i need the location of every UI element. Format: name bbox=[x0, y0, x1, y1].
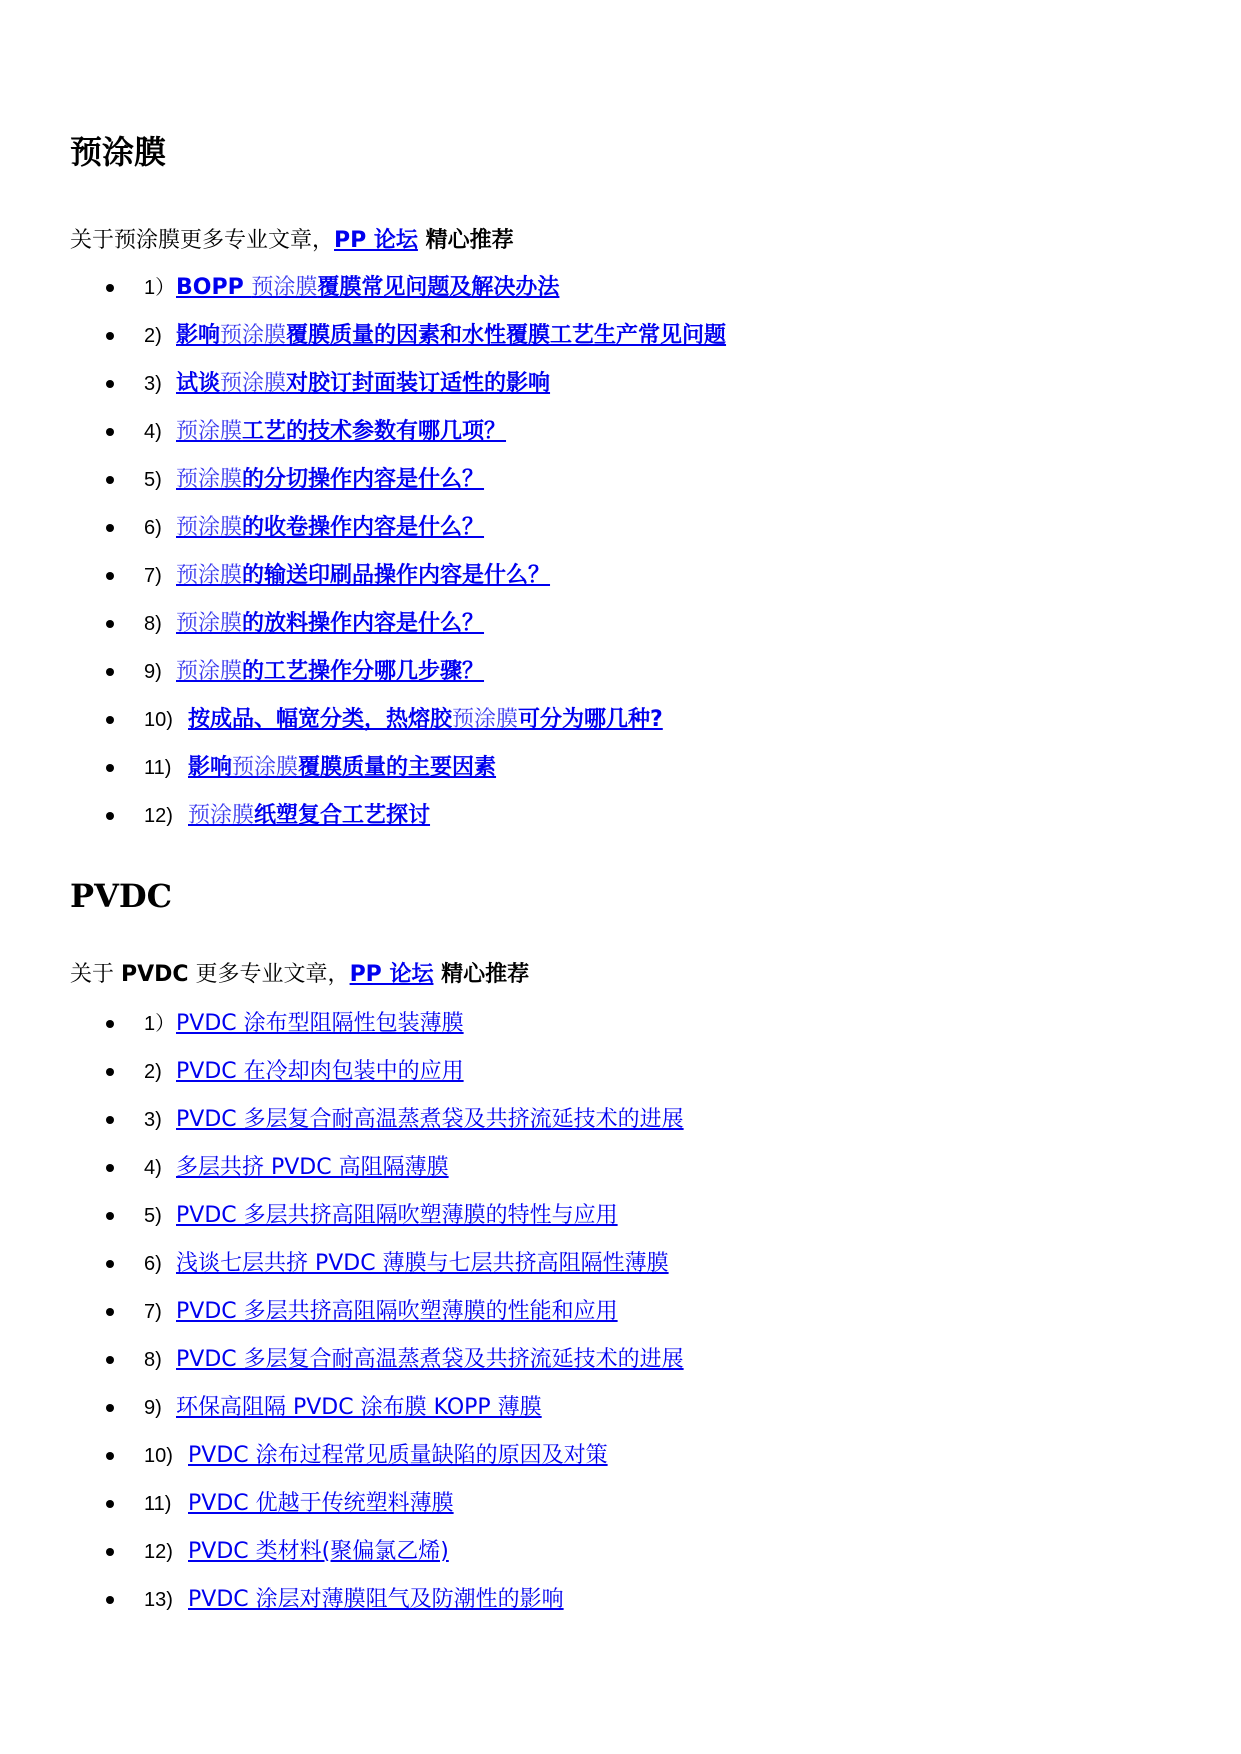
bullet-icon bbox=[106, 1164, 114, 1172]
list-item bbox=[70, 264, 1170, 312]
list-item bbox=[70, 744, 1170, 792]
article-link[interactable] bbox=[188, 753, 496, 783]
list-item bbox=[70, 600, 1170, 648]
list-item bbox=[70, 504, 1170, 552]
link-text-part: 试谈 bbox=[176, 371, 221, 396]
link-text-part: 的分切操作内容是什么？ bbox=[242, 467, 485, 492]
bullet-icon bbox=[106, 1212, 114, 1220]
bullet-icon bbox=[106, 380, 114, 388]
intro-prefix: 关于 bbox=[70, 962, 121, 987]
section-intro bbox=[70, 960, 1170, 990]
list-item bbox=[70, 1096, 1170, 1144]
article-link[interactable] bbox=[176, 369, 550, 399]
link-text-part: 的放料操作内容是什么？ bbox=[242, 611, 485, 636]
article-link[interactable]: PVDC 涂布过程常见质量缺陷的原因及对策 bbox=[188, 1443, 608, 1468]
list-item bbox=[70, 792, 1170, 840]
article-link[interactable]: PVDC 多层共挤高阻隔吹塑薄膜的特性与应用 bbox=[176, 1203, 618, 1228]
bullet-icon bbox=[106, 764, 114, 772]
article-link[interactable] bbox=[188, 801, 430, 831]
bullet-icon bbox=[106, 812, 114, 820]
item-number: 7) bbox=[144, 1301, 162, 1323]
list-item bbox=[70, 648, 1170, 696]
bullet-icon bbox=[106, 716, 114, 724]
section-title: PVDC bbox=[70, 877, 173, 915]
article-link[interactable] bbox=[176, 561, 550, 591]
bullet-icon bbox=[106, 668, 114, 676]
article-link[interactable] bbox=[176, 657, 484, 687]
list-item bbox=[70, 1192, 1170, 1240]
item-number: 1） bbox=[144, 277, 176, 299]
bullet-icon bbox=[106, 1260, 114, 1268]
list-item bbox=[70, 1480, 1170, 1528]
article-link[interactable]: 浅谈七层共挤 PVDC 薄膜与七层共挤高阻隔性薄膜 bbox=[176, 1251, 669, 1276]
link-keyword: 预涂膜 bbox=[452, 707, 519, 732]
list-item bbox=[70, 696, 1170, 744]
article-link[interactable] bbox=[176, 513, 484, 543]
link-text-part: 纸塑复合工艺探讨 bbox=[254, 803, 431, 828]
link-text-part: 按成品、幅宽分类，热熔胶 bbox=[188, 707, 453, 732]
link-text-part: 可分为哪几种? bbox=[518, 707, 663, 732]
item-number: 13) bbox=[144, 1589, 173, 1611]
article-link[interactable]: PVDC 多层复合耐高温蒸煮袋及共挤流延技术的进展 bbox=[176, 1347, 684, 1372]
article-link[interactable] bbox=[176, 273, 559, 303]
link-text-part: 覆膜质量的主要因素 bbox=[298, 755, 497, 780]
list-item bbox=[70, 1336, 1170, 1384]
article-link[interactable] bbox=[176, 417, 506, 447]
link-keyword: 预涂膜 bbox=[176, 515, 243, 540]
link-text-part: 覆膜质量的因素和水性覆膜工艺生产常见问题 bbox=[286, 323, 727, 348]
article-list bbox=[70, 264, 1170, 840]
bullet-icon bbox=[106, 1116, 114, 1124]
article-list bbox=[70, 1000, 1170, 1624]
item-number: 2) bbox=[144, 1061, 162, 1083]
item-number: 5) bbox=[144, 1205, 162, 1227]
bullet-icon bbox=[106, 476, 114, 484]
article-link[interactable]: PVDC 涂布型阻隔性包装薄膜 bbox=[176, 1011, 464, 1036]
list-item bbox=[70, 1144, 1170, 1192]
bullet-icon bbox=[106, 332, 114, 340]
item-number: 3) bbox=[144, 1109, 162, 1131]
article-link[interactable]: PVDC 涂层对薄膜阻气及防潮性的影响 bbox=[188, 1587, 564, 1612]
bullet-icon bbox=[106, 1500, 114, 1508]
item-number: 12) bbox=[144, 1541, 173, 1563]
link-text-part: 对胶订封面装订适性的影响 bbox=[286, 371, 551, 396]
list-item bbox=[70, 1432, 1170, 1480]
link-text-part: 的收卷操作内容是什么？ bbox=[242, 515, 485, 540]
article-link[interactable]: PVDC 在冷却肉包装中的应用 bbox=[176, 1059, 464, 1084]
bullet-icon bbox=[106, 1548, 114, 1556]
bullet-icon bbox=[106, 1452, 114, 1460]
item-number: 12) bbox=[144, 805, 173, 827]
article-link[interactable]: PVDC 优越于传统塑料薄膜 bbox=[188, 1491, 454, 1516]
list-item bbox=[70, 408, 1170, 456]
item-number: 8) bbox=[144, 613, 162, 635]
bullet-icon bbox=[106, 1308, 114, 1316]
article-link[interactable] bbox=[188, 705, 663, 735]
section-pvdc bbox=[70, 876, 1170, 916]
link-keyword: 预涂膜 bbox=[251, 275, 318, 300]
intro-suffix: 精心推荐 bbox=[417, 228, 514, 253]
article-link[interactable]: 多层共挤 PVDC 高阻隔薄膜 bbox=[176, 1155, 449, 1180]
pp-forum-link[interactable]: PP 论坛 bbox=[334, 228, 418, 253]
section-title: 预涂膜 bbox=[70, 133, 167, 171]
intro-prefix2: 更多专业文章， bbox=[188, 962, 350, 987]
link-text-part: 影响 bbox=[188, 755, 233, 780]
intro-strong: PVDC bbox=[121, 962, 189, 987]
article-link[interactable] bbox=[176, 465, 484, 495]
list-item bbox=[70, 1048, 1170, 1096]
item-number: 1） bbox=[144, 1013, 176, 1035]
list-item bbox=[70, 1384, 1170, 1432]
link-text-part: 的工艺操作分哪几步骤？ bbox=[242, 659, 485, 684]
list-item bbox=[70, 552, 1170, 600]
link-text-part: 工艺的技术参数有哪几项？ bbox=[242, 419, 507, 444]
item-number: 11) bbox=[144, 757, 172, 779]
link-keyword: 预涂膜 bbox=[176, 611, 243, 636]
article-link[interactable]: PVDC 类材料(聚偏氯乙烯) bbox=[188, 1539, 449, 1564]
item-number: 5) bbox=[144, 469, 162, 491]
list-item bbox=[70, 456, 1170, 504]
article-link[interactable] bbox=[176, 609, 484, 639]
item-number: 7) bbox=[144, 565, 162, 587]
section-prefilm bbox=[70, 132, 1170, 172]
link-keyword: 预涂膜 bbox=[220, 371, 287, 396]
item-number: 2) bbox=[144, 325, 162, 347]
bullet-icon bbox=[106, 1068, 114, 1076]
article-link[interactable]: PVDC 多层共挤高阻隔吹塑薄膜的性能和应用 bbox=[176, 1299, 618, 1324]
link-keyword: 预涂膜 bbox=[176, 419, 243, 444]
bullet-icon bbox=[106, 1356, 114, 1364]
item-number: 10) bbox=[144, 709, 173, 731]
bullet-icon bbox=[106, 524, 114, 532]
item-number: 11) bbox=[144, 1493, 172, 1515]
item-number: 3) bbox=[144, 373, 162, 395]
item-number: 9) bbox=[144, 1397, 162, 1419]
bullet-icon bbox=[106, 572, 114, 580]
bullet-icon bbox=[106, 284, 114, 292]
list-item bbox=[70, 1576, 1170, 1624]
link-text-part: 的输送印刷品操作内容是什么？ bbox=[242, 563, 551, 588]
bullet-icon bbox=[106, 1404, 114, 1412]
article-link[interactable]: 环保高阻隔 PVDC 涂布膜 KOPP 薄膜 bbox=[176, 1395, 542, 1420]
item-number: 10) bbox=[144, 1445, 173, 1467]
link-keyword: 预涂膜 bbox=[176, 659, 243, 684]
pp-forum-link[interactable]: PP 论坛 bbox=[349, 962, 434, 987]
list-item bbox=[70, 1240, 1170, 1288]
link-text-part: BOPP bbox=[176, 275, 252, 300]
link-keyword: 预涂膜 bbox=[232, 755, 299, 780]
list-item bbox=[70, 1288, 1170, 1336]
article-link[interactable]: PVDC 多层复合耐高温蒸煮袋及共挤流延技术的进展 bbox=[176, 1107, 684, 1132]
bullet-icon bbox=[106, 1596, 114, 1604]
intro-suffix: 精心推荐 bbox=[433, 962, 530, 987]
link-text-part: 影响 bbox=[176, 323, 221, 348]
list-item bbox=[70, 312, 1170, 360]
link-keyword: 预涂膜 bbox=[176, 563, 243, 588]
list-item bbox=[70, 1528, 1170, 1576]
item-number: 6) bbox=[144, 1253, 162, 1275]
link-keyword: 预涂膜 bbox=[176, 467, 243, 492]
link-keyword: 预涂膜 bbox=[188, 803, 255, 828]
link-keyword: 预涂膜 bbox=[220, 323, 287, 348]
section-intro bbox=[70, 226, 1170, 256]
intro-prefix: 关于预涂膜更多专业文章， bbox=[70, 228, 335, 253]
article-link[interactable] bbox=[176, 321, 726, 351]
list-item bbox=[70, 360, 1170, 408]
link-text-part: 覆膜常见问题及解决办法 bbox=[317, 275, 560, 300]
bullet-icon bbox=[106, 620, 114, 628]
item-number: 9) bbox=[144, 661, 162, 683]
item-number: 4) bbox=[144, 1157, 162, 1179]
list-item bbox=[70, 1000, 1170, 1048]
bullet-icon bbox=[106, 428, 114, 436]
item-number: 6) bbox=[144, 517, 162, 539]
bullet-icon bbox=[106, 1020, 114, 1028]
item-number: 4) bbox=[144, 421, 162, 443]
item-number: 8) bbox=[144, 1349, 162, 1371]
